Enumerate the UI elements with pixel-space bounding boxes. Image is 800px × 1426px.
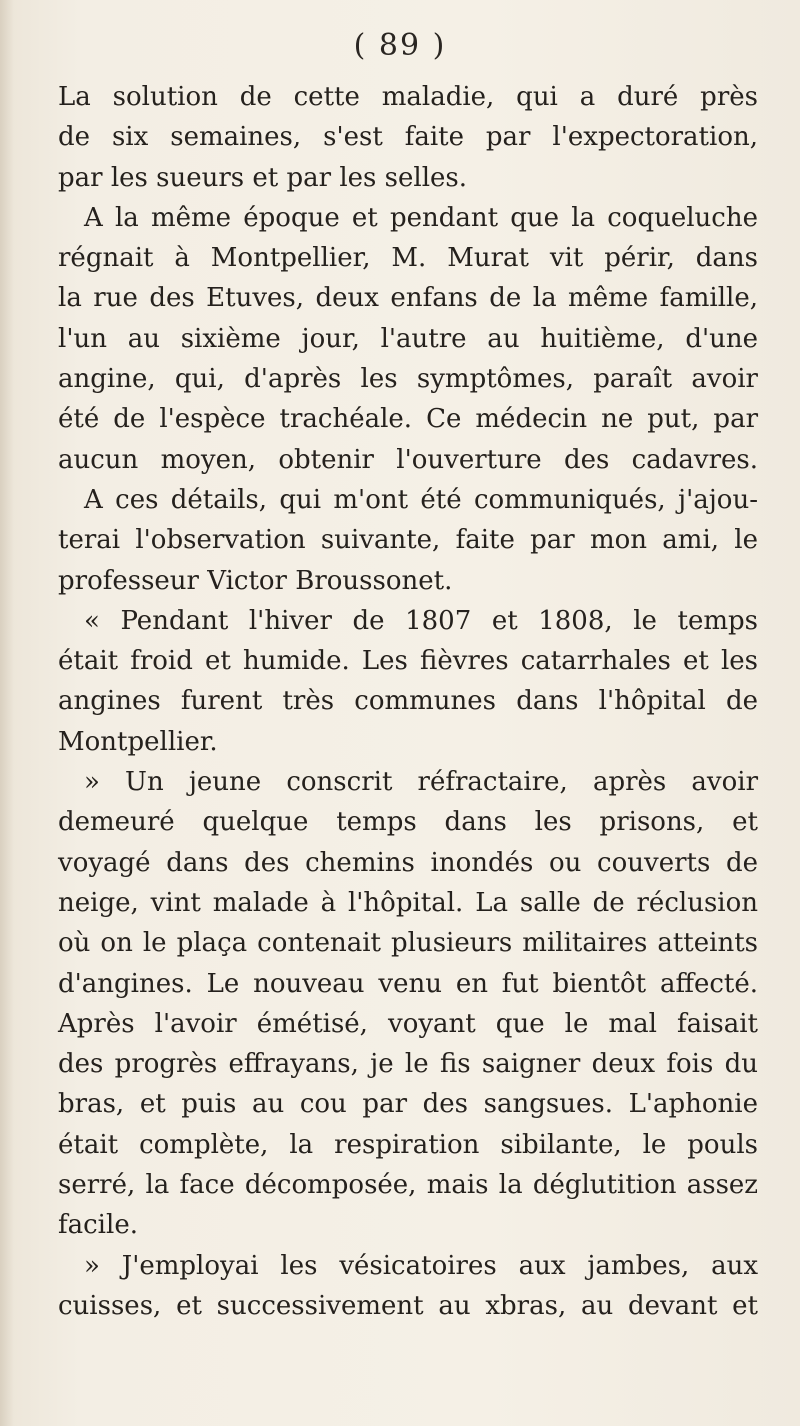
text-line: A la même époque et pendant que la coqueluche xyxy=(84,202,758,233)
text-line: été de l'espèce trachéale. Ce médecin ne put, par xyxy=(58,404,758,435)
text-line: par les sueurs et par les selles. xyxy=(58,162,468,193)
text-line: professeur Victor Broussonet. xyxy=(58,565,453,596)
text-line: des progrès effrayans, je le fis saigner deux fois du xyxy=(58,1049,758,1080)
text-line: l'un au sixième jour, l'autre au huitième, d'une xyxy=(58,323,758,354)
text-line: la rue des Etuves, deux enfans de la même famille, xyxy=(58,283,758,314)
text-line: terai l'observation suivante, faite par mon ami, le xyxy=(58,525,758,556)
body-text xyxy=(58,77,758,1326)
text-line: était complète, la respiration sibilante, le pouls xyxy=(58,1129,758,1160)
text-line: cuisses, et successivement au xbras, au devant et xyxy=(58,1290,758,1321)
text-line: où on le plaça contenait plusieurs militaires atteints xyxy=(58,928,758,959)
text-line: régnait à Montpellier, M. Murat vit périr, dans xyxy=(58,243,758,274)
text-line: Après l'avoir émétisé, voyant que le mal faisait xyxy=(58,1008,758,1039)
text-line: » J'employai les vésicatoires aux jambes, aux xyxy=(84,1250,758,1281)
text-line: Montpellier. xyxy=(58,726,218,757)
text-line: angine, qui, d'après les symptômes, paraît avoir xyxy=(58,364,758,395)
text-line: facile. xyxy=(58,1210,138,1241)
text-line: A ces détails, qui m'ont été communiqués, j'ajou- xyxy=(84,484,758,515)
text-line: « Pendant l'hiver de 1807 et 1808, le temps xyxy=(84,605,758,636)
text-line: de six semaines, s'est faite par l'expectoration, xyxy=(58,122,758,153)
text-line: serré, la face décomposée, mais la déglutition assez xyxy=(58,1170,758,1201)
text-line: aucun moyen, obtenir l'ouverture des cadavres. xyxy=(58,444,758,475)
text-line: d'angines. Le nouveau venu en fut bientôt affecté. xyxy=(58,968,758,999)
text-line: angines furent très communes dans l'hôpital de xyxy=(58,686,758,717)
page-gutter-shadow xyxy=(0,0,14,1426)
text-line: » Un jeune conscrit réfractaire, après avoir xyxy=(84,767,758,798)
page-number: ( 89 ) xyxy=(353,28,447,63)
text-line: était froid et humide. Les fièvres catarrhales et les xyxy=(58,646,758,677)
text-line: La solution de cette maladie, qui a duré près xyxy=(58,82,758,112)
text-line: neige, vint malade à l'hôpital. La salle de réclusion xyxy=(58,887,758,918)
text-line: demeuré quelque temps dans les prisons, et xyxy=(58,807,758,838)
text-line: bras, et puis au cou par des sangsues. L'aphonie xyxy=(58,1089,758,1120)
text-line: voyagé dans des chemins inondés ou couverts de xyxy=(58,847,758,878)
